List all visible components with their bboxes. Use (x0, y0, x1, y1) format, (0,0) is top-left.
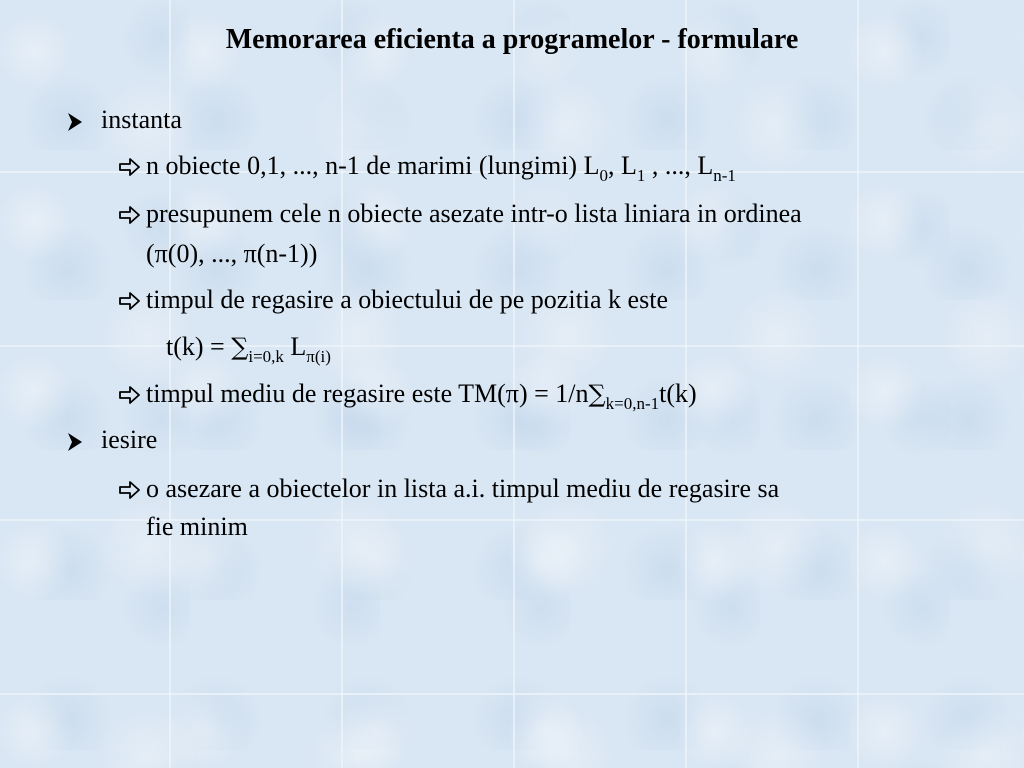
subscript: n-1 (713, 166, 736, 185)
bullet-instanta: instanta (101, 105, 182, 134)
item-text: n obiecte 0,1, ..., n-1 de marimi (lungimi) L (146, 151, 600, 180)
item-timpul-regasire: timpul de regasire a obiectului de pe pozitia k este (146, 285, 668, 314)
subscript: k=0,n-1 (605, 394, 660, 413)
outline-arrow-bullet-icon (118, 285, 142, 317)
outline-arrow-bullet-icon (118, 474, 142, 506)
item-n-obiecte (146, 150, 736, 185)
formula-term: L (283, 332, 307, 361)
subscript: π(i) (306, 347, 331, 366)
subscript: 1 (636, 166, 646, 185)
item-text: , L (607, 151, 637, 180)
item-presupunem-line1: presupunem cele n obiecte asezate intr-o lista liniara in ordinea (146, 199, 802, 228)
item-asezare-line2: fie minim (146, 512, 248, 541)
sigma-symbol: ∑ (231, 333, 249, 361)
bullet-iesire: iesire (101, 425, 158, 454)
item-presupunem-line2: (π(0), ..., π(n-1)) (146, 239, 318, 268)
sigma-symbol: ∑ (588, 380, 606, 408)
outline-arrow-bullet-icon (118, 151, 142, 183)
subscript: i=0,k (248, 347, 284, 366)
item-text: timpul mediu de regasire este TM(π) = 1/n (146, 379, 589, 408)
slide-title: Memorarea eficienta a programelor - formulare (225, 24, 799, 55)
formula-lhs: t(k) = (166, 332, 232, 361)
arrowhead-bullet-icon (66, 106, 84, 138)
formula-t-k (166, 331, 331, 366)
outline-arrow-bullet-icon (118, 199, 142, 231)
item-timpul-mediu (146, 378, 697, 413)
arrowhead-bullet-icon (66, 426, 84, 458)
item-text: , ..., L (645, 151, 714, 180)
outline-arrow-bullet-icon (118, 379, 142, 411)
item-text: t(k) (659, 379, 697, 408)
subscript: 0 (599, 166, 608, 185)
item-asezare-line1: o asezare a obiectelor in lista a.i. timpul mediu de regasire sa (146, 474, 780, 503)
